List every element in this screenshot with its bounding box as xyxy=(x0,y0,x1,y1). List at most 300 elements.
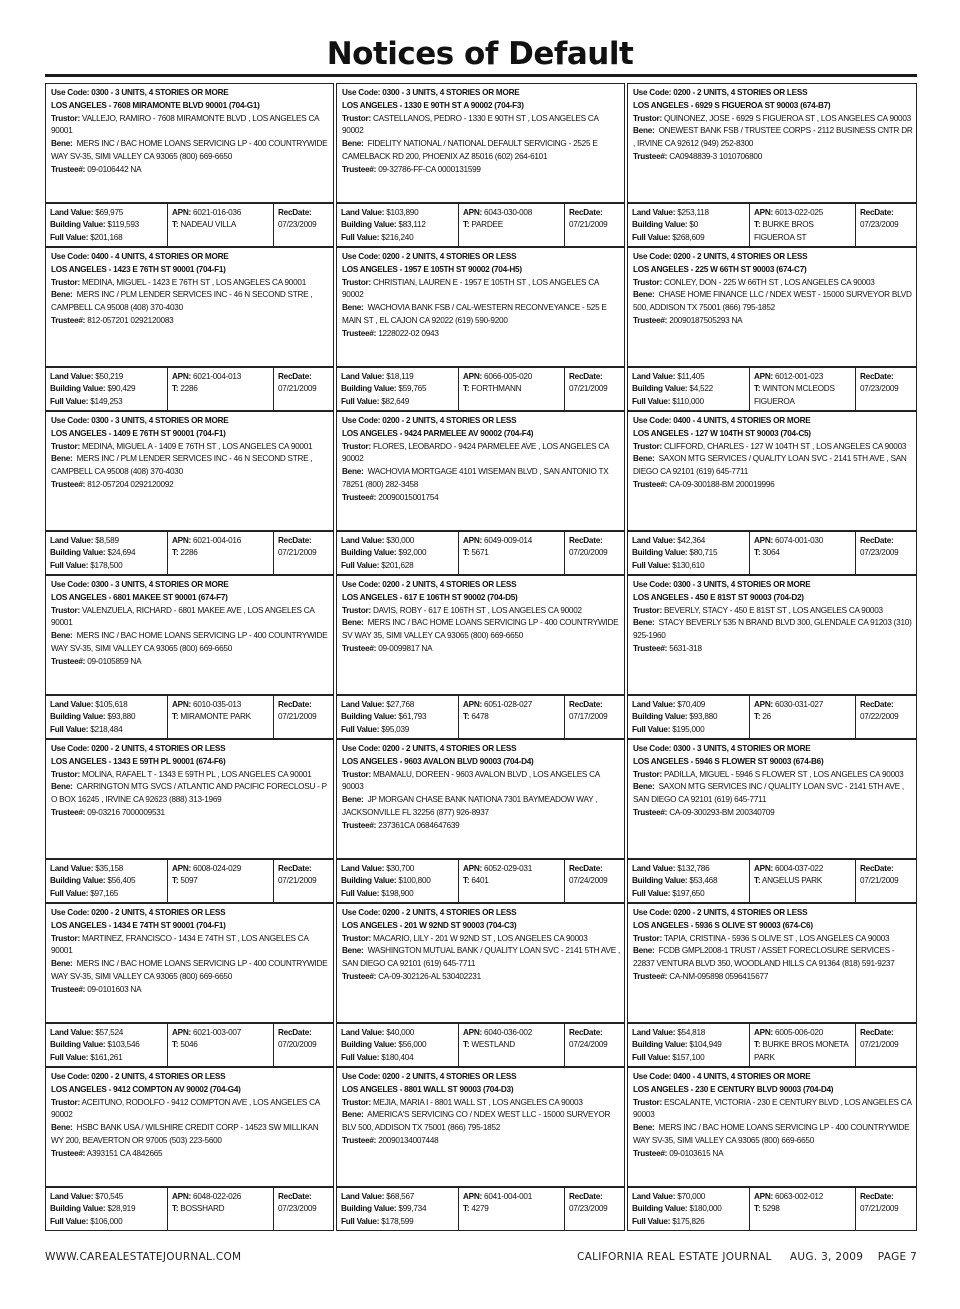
apn-label: APN: xyxy=(463,208,483,217)
trustor-label: Trustor: xyxy=(633,605,662,615)
trustee-label: Trustee#: xyxy=(633,971,668,981)
recdate-column xyxy=(856,1188,916,1230)
building-value: $99,734 xyxy=(398,1204,427,1214)
trustor-line xyxy=(51,769,330,782)
property-address: LOS ANGELES - 6801 MAKEE ST 90001 (674-F7) xyxy=(51,592,228,602)
bene-label: Bene: xyxy=(342,618,364,628)
building-value-line xyxy=(50,1203,165,1215)
tract-line xyxy=(463,1039,562,1051)
land-value-label: Land Value: xyxy=(341,700,385,709)
notices-grid xyxy=(45,83,917,1231)
land-value-label: Land Value: xyxy=(50,372,94,381)
full-value-label: Full Value: xyxy=(632,560,671,570)
apn-line xyxy=(754,699,853,711)
bene-value: FIDELITY NATIONAL / NATIONAL DEFAULT SERVICING - 2525 E CAMELBACK RD 200, PHOENIX AZ 85016 (602) 264-6101 xyxy=(342,139,598,161)
notice-card xyxy=(627,575,917,739)
notice-body xyxy=(336,247,625,367)
use-code: Use Code: 0200 - 2 UNITS, 4 STORIES OR LESS xyxy=(51,744,226,753)
recdate-label: RecDate: xyxy=(278,700,312,709)
trustor-line xyxy=(633,933,913,946)
trustor-label: Trustor: xyxy=(51,277,80,287)
apn-line xyxy=(754,371,853,383)
use-code: Use Code: 0300 - 3 UNITS, 4 STORIES OR MORE xyxy=(51,88,229,97)
values-column xyxy=(46,696,168,738)
building-value-label: Building Value: xyxy=(341,384,397,394)
apn-label: APN: xyxy=(754,864,774,873)
values-column xyxy=(628,1188,750,1230)
trustee-line xyxy=(51,656,330,669)
recdate-value: 07/23/2009 xyxy=(860,548,899,558)
trustee-label: Trustee#: xyxy=(342,164,377,174)
property-address: LOS ANGELES - 1423 E 76TH ST 90001 (704-F1) xyxy=(51,264,226,274)
trustor-label: Trustor: xyxy=(633,277,662,287)
land-value: $40,000 xyxy=(386,1028,415,1037)
property-address: LOS ANGELES - 5936 S OLIVE ST 90003 (674-C6) xyxy=(633,920,813,930)
building-value: $93,880 xyxy=(107,712,136,722)
tract-label: T: xyxy=(172,384,179,394)
tract-line xyxy=(172,711,271,723)
trustee-value: 812-057201 0292120083 xyxy=(87,315,174,325)
building-value: $180,000 xyxy=(689,1204,722,1214)
bene-line xyxy=(633,617,913,643)
notice-body xyxy=(336,739,625,859)
building-value: $0 xyxy=(689,220,699,230)
apn-value: 6066-005-020 xyxy=(484,372,533,381)
full-value: $82,649 xyxy=(381,396,410,406)
tract-value: 5097 xyxy=(180,876,198,886)
bene-line xyxy=(342,794,621,820)
full-value-line xyxy=(50,1216,165,1228)
full-value-line xyxy=(50,724,165,736)
bene-value: SAXON MTG SERVICES / QUALITY LOAN SVC - 2141 5TH AVE , SAN DIEGO CA 92101 (619) 645-7711 xyxy=(633,454,907,477)
bene-line xyxy=(633,1122,913,1148)
apn-value: 6063-002-012 xyxy=(775,1192,824,1201)
notice-card xyxy=(336,247,625,411)
apn-label: APN: xyxy=(754,536,774,545)
trustor-line xyxy=(633,277,913,290)
notice-body xyxy=(627,83,917,203)
use-code: Use Code: 0300 - 3 UNITS, 4 STORIES OR MORE xyxy=(633,744,811,753)
recdate-column xyxy=(274,532,333,574)
apn-column xyxy=(750,204,856,246)
land-value-line xyxy=(632,863,747,875)
building-value-line xyxy=(632,711,747,723)
bene-line xyxy=(633,289,913,315)
building-value-label: Building Value: xyxy=(50,220,106,230)
values-column xyxy=(337,204,459,246)
bene-value: JP MORGAN CHASE BANK NATIONA 7301 BAYMEADOW WAY , JACKSONVILLE FL 32256 (877) 926-8937 xyxy=(342,795,598,817)
notice-values xyxy=(627,531,917,575)
recdate-column xyxy=(565,696,624,738)
property-address: LOS ANGELES - 1409 E 76TH ST 90001 (704-F1) xyxy=(51,428,226,438)
land-value-line xyxy=(632,1027,747,1039)
recdate-label: RecDate: xyxy=(569,536,603,545)
bene-value: WACHOVIA MORTGAGE 4101 WISEMAN BLVD , SAN ANTONIO TX 78251 (800) 282-3458 xyxy=(342,467,609,489)
full-value-line xyxy=(632,1052,747,1064)
notice-body xyxy=(45,247,334,367)
notice-body xyxy=(627,1067,917,1187)
trustee-line xyxy=(342,971,621,984)
tract-label: T: xyxy=(172,1204,179,1214)
tract-label: T: xyxy=(172,1040,179,1050)
trustor-value: MEJIA, MARIA I - 8801 WALL ST , LOS ANGELES CA 90003 xyxy=(372,1097,583,1107)
page-title: Notices of Default xyxy=(326,36,634,72)
bene-label: Bene: xyxy=(342,1110,364,1120)
use-code: Use Code: 0300 - 3 UNITS, 4 STORIES OR MORE xyxy=(633,580,811,589)
trustor-line xyxy=(342,605,621,618)
notice-card xyxy=(627,411,917,575)
notice-card xyxy=(45,739,334,903)
apn-line xyxy=(172,699,271,711)
recdate-value: 07/24/2009 xyxy=(569,876,608,886)
building-value-label: Building Value: xyxy=(50,1204,106,1214)
notice-card xyxy=(336,83,625,247)
values-column xyxy=(337,368,459,410)
property-address: LOS ANGELES - 1434 E 74TH ST 90001 (704-F1) xyxy=(51,920,226,930)
trustor-label: Trustor: xyxy=(51,933,80,943)
notice-body xyxy=(627,739,917,859)
trustee-value: 09-0106442 NA xyxy=(87,164,142,174)
use-code: Use Code: 0200 - 2 UNITS, 4 STORIES OR LESS xyxy=(633,908,808,917)
use-code: Use Code: 0200 - 2 UNITS, 4 STORIES OR LESS xyxy=(633,252,808,261)
trustee-value: 20090134007448 xyxy=(378,1135,439,1145)
bene-line xyxy=(633,781,913,807)
full-value-label: Full Value: xyxy=(50,232,89,242)
bene-line xyxy=(342,138,621,164)
bene-label: Bene: xyxy=(342,946,364,956)
full-value-label: Full Value: xyxy=(632,724,671,734)
land-value-label: Land Value: xyxy=(632,536,676,545)
tract-line xyxy=(463,547,562,559)
trustee-label: Trustee#: xyxy=(51,479,86,489)
tract-value: 6401 xyxy=(471,876,489,886)
tract-value: MIRAMONTE PARK xyxy=(180,712,251,722)
apn-column xyxy=(459,368,565,410)
notice-body xyxy=(627,411,917,531)
trustee-value: 812-057204 0292120092 xyxy=(87,479,174,489)
trustee-label: Trustee#: xyxy=(342,643,377,653)
apn-value: 6030-031-027 xyxy=(775,700,824,709)
trustor-value: ACEITUNO, RODOLFO - 9412 COMPTON AVE , LOS ANGELES CA 90002 xyxy=(51,1097,320,1120)
land-value-line xyxy=(341,1191,456,1203)
trustee-line xyxy=(633,151,913,164)
trustee-label: Trustee#: xyxy=(51,315,86,325)
bene-line xyxy=(342,302,621,328)
property-address: LOS ANGELES - 9603 AVALON BLVD 90003 (704-D4) xyxy=(342,756,534,766)
full-value-line xyxy=(341,888,456,900)
bene-value: WASHINGTON MUTUAL BANK / QUALITY LOAN SVC - 2141 5TH AVE , SAN DIEGO CA 92101 (619) 645-7711 xyxy=(342,946,620,969)
bene-line xyxy=(342,466,621,492)
full-value-line xyxy=(341,1052,456,1064)
recdate-column xyxy=(856,532,916,574)
trustee-line xyxy=(633,643,913,656)
apn-label: APN: xyxy=(172,372,192,381)
trustor-label: Trustor: xyxy=(342,113,371,123)
recdate-column xyxy=(565,860,624,902)
building-value-line xyxy=(632,383,747,395)
trustee-line xyxy=(51,479,330,492)
values-column xyxy=(46,860,168,902)
tract-label: T: xyxy=(463,1040,470,1050)
trustor-line xyxy=(342,933,621,946)
notice-body xyxy=(45,575,334,695)
bene-line xyxy=(342,617,621,643)
apn-column xyxy=(750,368,856,410)
recdate-value: 07/21/2009 xyxy=(860,1204,899,1214)
tract-value: PARDEE xyxy=(471,220,503,230)
land-value-line xyxy=(632,371,747,383)
tract-line xyxy=(172,219,271,231)
notice-values xyxy=(336,1187,625,1231)
notice-card xyxy=(627,247,917,411)
trustor-line xyxy=(633,441,913,454)
trustee-value: 5631-318 xyxy=(669,643,702,653)
apn-column xyxy=(750,532,856,574)
apn-line xyxy=(172,207,271,219)
values-column xyxy=(46,1024,168,1066)
trustor-label: Trustor: xyxy=(51,769,80,779)
apn-line xyxy=(754,535,853,547)
trustee-line xyxy=(51,1148,330,1161)
recdate-value: 07/21/2009 xyxy=(278,548,317,558)
trustor-label: Trustor: xyxy=(342,933,371,943)
tract-value: 3064 xyxy=(762,548,780,558)
values-column xyxy=(46,1188,168,1230)
recdate-label: RecDate: xyxy=(860,1192,894,1201)
bene-value: CHASE HOME FINANCE LLC / NDEX WEST - 15000 SURVEYOR BLVD 500, ADDISON TX 75001 (866) 795-1852 xyxy=(633,290,912,313)
land-value-line xyxy=(341,1027,456,1039)
trustor-label: Trustor: xyxy=(51,441,80,451)
trustee-line xyxy=(633,479,913,492)
recdate-column xyxy=(274,368,333,410)
recdate-label: RecDate: xyxy=(569,1192,603,1201)
full-value-label: Full Value: xyxy=(341,1052,380,1062)
recdate-label: RecDate: xyxy=(860,700,894,709)
values-column xyxy=(46,368,168,410)
trustor-value: CONLEY, DON - 225 W 66TH ST , LOS ANGELES CA 90003 xyxy=(663,277,875,287)
use-code: Use Code: 0300 - 3 UNITS, 4 STORIES OR MORE xyxy=(51,580,229,589)
apn-column xyxy=(750,1188,856,1230)
recdate-value: 07/23/2009 xyxy=(860,384,899,394)
tract-value: BURKE BROS FIGUEROA ST xyxy=(754,220,814,242)
full-value: $161,261 xyxy=(90,1052,123,1062)
building-value-line xyxy=(341,547,456,559)
notice-card xyxy=(627,1067,917,1231)
land-value: $253,118 xyxy=(677,208,709,217)
building-value-line xyxy=(632,1039,747,1051)
trustee-line xyxy=(342,164,621,177)
building-value: $59,765 xyxy=(398,384,427,394)
notice-card xyxy=(45,903,334,1067)
use-code: Use Code: 0300 - 3 UNITS, 4 STORIES OR MORE xyxy=(342,88,520,97)
land-value-label: Land Value: xyxy=(341,864,385,873)
recdate-value: 07/21/2009 xyxy=(569,384,608,394)
recdate-label: RecDate: xyxy=(278,536,312,545)
building-value: $56,405 xyxy=(107,876,136,886)
apn-column xyxy=(459,204,565,246)
trustee-line xyxy=(51,984,330,997)
trustee-label: Trustee#: xyxy=(633,807,668,817)
building-value: $80,715 xyxy=(689,548,718,558)
land-value: $11,405 xyxy=(677,372,705,381)
bene-value: HSBC BANK USA / WILSHIRE CREDIT CORP - 14523 SW MILLIKAN WY 200, BEAVERTON OR 97005 (503) 223-5600 xyxy=(51,1123,319,1145)
full-value: $175,826 xyxy=(672,1216,705,1226)
apn-value: 6040-036-002 xyxy=(484,1028,533,1037)
recdate-label: RecDate: xyxy=(569,864,603,873)
apn-value: 6052-029-031 xyxy=(484,864,533,873)
trustor-label: Trustor: xyxy=(342,441,371,451)
recdate-column xyxy=(565,368,624,410)
tract-line xyxy=(754,383,853,408)
trustee-value: 09-0101603 NA xyxy=(87,984,142,994)
tract-label: T: xyxy=(463,548,470,558)
tract-value: NADEAU VILLA xyxy=(180,220,237,230)
bene-label: Bene: xyxy=(342,139,364,149)
full-value-line xyxy=(632,560,747,572)
property-address: LOS ANGELES - 9424 PARMELEE AV 90002 (704-F4) xyxy=(342,428,534,438)
publication-info: CALIFORNIA REAL ESTATE JOURNAL AUG. 3, 2009 PAGE 7 xyxy=(577,1251,918,1263)
property-address: LOS ANGELES - 617 E 106TH ST 90002 (704-D5) xyxy=(342,592,518,602)
building-value-line xyxy=(341,1203,456,1215)
land-value: $27,768 xyxy=(386,700,415,709)
apn-value: 6021-003-007 xyxy=(193,1028,242,1037)
tract-value: 6478 xyxy=(471,712,489,722)
trustor-label: Trustor: xyxy=(51,1097,80,1107)
bene-label: Bene: xyxy=(633,454,655,464)
trustor-line xyxy=(342,1097,621,1110)
notice-body xyxy=(45,1067,334,1187)
bene-value: SAXON MTG SERVICES INC / QUALITY LOAN SVC - 2141 5TH AVE , SAN DIEGO CA 92101 (619) 645-7711 xyxy=(633,782,904,805)
tract-label: T: xyxy=(754,876,761,886)
apn-label: APN: xyxy=(172,864,192,873)
building-value-label: Building Value: xyxy=(632,548,688,558)
tract-line xyxy=(172,875,271,887)
trustor-label: Trustor: xyxy=(51,605,80,615)
recdate-value: 07/21/2009 xyxy=(278,876,317,886)
notice-values xyxy=(336,859,625,903)
trustee-label: Trustee#: xyxy=(342,328,377,338)
land-value-label: Land Value: xyxy=(632,1028,676,1037)
trustor-value: QUINONEZ, JOSE - 6929 S FIGUEROA ST , LOS ANGELES CA 90003 xyxy=(663,113,911,123)
recdate-label: RecDate: xyxy=(569,208,603,217)
tract-label: T: xyxy=(754,220,761,230)
trustee-line xyxy=(342,492,621,505)
building-value: $92,000 xyxy=(398,548,427,558)
apn-column xyxy=(459,532,565,574)
trustor-line xyxy=(633,1097,913,1123)
tract-label: T: xyxy=(463,712,470,722)
full-value-label: Full Value: xyxy=(50,396,89,406)
apn-line xyxy=(172,1027,271,1039)
building-value-line xyxy=(341,383,456,395)
apn-value: 6021-016-036 xyxy=(193,208,242,217)
full-value: $95,039 xyxy=(381,724,410,734)
apn-column xyxy=(168,368,274,410)
trustor-line xyxy=(342,113,621,139)
building-value-line xyxy=(632,547,747,559)
trustor-label: Trustor: xyxy=(633,1097,662,1107)
trustee-line xyxy=(342,643,621,656)
building-value-line xyxy=(632,875,747,887)
recdate-column xyxy=(274,860,333,902)
values-column xyxy=(337,532,459,574)
trustor-line xyxy=(342,441,621,467)
tract-label: T: xyxy=(463,1204,470,1214)
recdate-column xyxy=(565,532,624,574)
land-value-label: Land Value: xyxy=(50,1028,94,1037)
apn-column xyxy=(168,204,274,246)
trustee-label: Trustee#: xyxy=(51,807,86,817)
values-column xyxy=(46,204,168,246)
property-address: LOS ANGELES - 127 W 104TH ST 90003 (704-C5) xyxy=(633,428,811,438)
recdate-value: 07/21/2009 xyxy=(860,876,899,886)
tract-line xyxy=(463,875,562,887)
building-value-label: Building Value: xyxy=(50,384,106,394)
tract-line xyxy=(754,875,853,887)
bene-line xyxy=(51,1122,330,1148)
trustee-line xyxy=(633,315,913,328)
land-value: $105,618 xyxy=(95,700,128,709)
building-value-label: Building Value: xyxy=(50,1040,106,1050)
building-value: $83,112 xyxy=(398,220,426,230)
trustee-label: Trustee#: xyxy=(633,151,668,161)
full-value-label: Full Value: xyxy=(341,232,380,242)
notice-card xyxy=(336,575,625,739)
recdate-column xyxy=(274,204,333,246)
land-value-line xyxy=(341,535,456,547)
apn-label: APN: xyxy=(172,536,192,545)
use-code: Use Code: 0400 - 4 UNITS, 4 STORIES OR MORE xyxy=(51,252,229,261)
notice-body xyxy=(45,83,334,203)
property-address: LOS ANGELES - 5946 S FLOWER ST 90003 (674-B6) xyxy=(633,756,824,766)
recdate-label: RecDate: xyxy=(860,372,894,381)
values-column xyxy=(337,1024,459,1066)
building-value-line xyxy=(632,219,747,231)
tract-label: T: xyxy=(463,384,470,394)
property-address: LOS ANGELES - 450 E 81ST ST 90003 (704-D2) xyxy=(633,592,804,602)
land-value-line xyxy=(50,1027,165,1039)
notice-body xyxy=(627,903,917,1023)
bene-line xyxy=(51,630,330,656)
apn-value: 6021-004-016 xyxy=(193,536,242,545)
notice-values xyxy=(45,367,334,411)
building-value: $103,546 xyxy=(107,1040,140,1050)
building-value-line xyxy=(50,547,165,559)
tract-value: 4279 xyxy=(471,1204,489,1214)
apn-value: 6004-037-022 xyxy=(775,864,824,873)
notice-card xyxy=(336,903,625,1067)
tract-value: ANGELUS PARK xyxy=(761,876,822,886)
notice-values xyxy=(45,531,334,575)
trustee-value: CA-09-300188-BM 200019996 xyxy=(669,479,775,489)
bene-value: STACY BEVERLY 535 N BRAND BLVD 300, GLENDALE CA 91203 (310) 925-1960 xyxy=(633,618,912,641)
notice-values xyxy=(627,1187,917,1231)
trustor-line xyxy=(633,113,913,126)
notice-values xyxy=(627,695,917,739)
full-value-label: Full Value: xyxy=(341,888,380,898)
tract-value: 2286 xyxy=(180,384,198,394)
trustee-line xyxy=(633,1148,913,1161)
apn-column xyxy=(168,860,274,902)
building-value-line xyxy=(632,1203,747,1215)
trustor-value: FLORES, LEOBARDO - 9424 PARMELEE AVE , LOS ANGELES CA 90002 xyxy=(342,441,609,464)
property-address: LOS ANGELES - 8801 WALL ST 90003 (704-D3) xyxy=(342,1084,514,1094)
values-column xyxy=(628,696,750,738)
apn-value: 6041-004-001 xyxy=(484,1192,533,1201)
apn-line xyxy=(754,207,853,219)
tract-line xyxy=(463,1203,562,1215)
tract-label: T: xyxy=(754,1204,761,1214)
